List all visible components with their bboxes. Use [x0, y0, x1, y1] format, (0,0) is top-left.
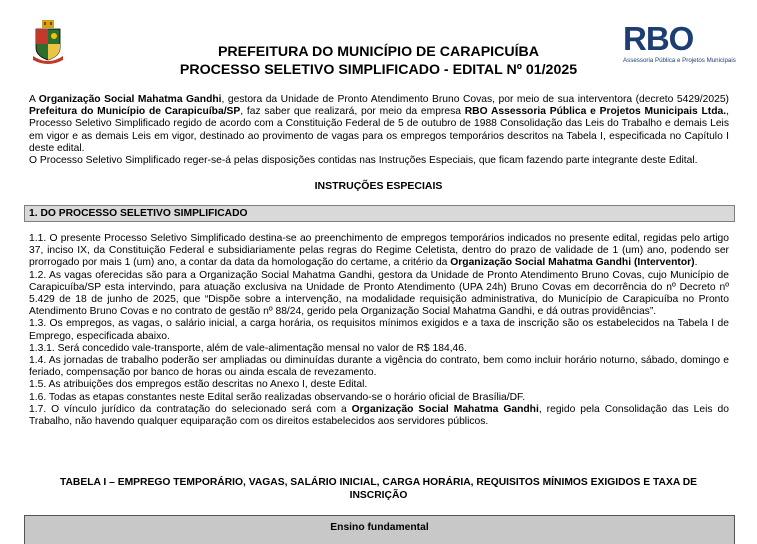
item-1-3-1: 1.3.1. Será concedido vale-transporte, além de vale-alimentação mensal no valor de R$ 184,46. — [29, 342, 467, 354]
intro-paragraph — [29, 94, 729, 167]
item-1-3: 1.3. Os empregos, as vagas, o salário inicial, a carga horária, os requisitos mínimos exigidos e a taxa de inscrição são os estabelecidos na Tabela I de Emprego, especificada abaixo. — [29, 318, 729, 342]
org-name: Organização Social Mahatma Gandhi (Interventor) — [450, 257, 695, 269]
special-instructions-title: INSTRUÇÕES ESPECIAIS — [314, 180, 443, 192]
intro-rules-text: O Processo Seletivo Simplificado reger-se-á pelas disposições contidas nas Instruções Especiais, que ficam fazendo parte integrante deste Edital. — [29, 155, 698, 167]
page-title-edital: PROCESSO SELETIVO SIMPLIFICADO - EDITAL Nº 01/2025 — [179, 62, 578, 78]
rbo-logo-text: RBO — [623, 20, 694, 57]
item-text: 1.7. O vínculo jurídico da contratação do selecionado será com a — [29, 403, 352, 415]
table-group-label: Ensino fundamental — [330, 522, 429, 533]
section-title: 1. DO PROCESSO SELETIVO SIMPLIFICADO — [29, 208, 248, 219]
section-body — [29, 233, 729, 428]
item-text: 1.1. O presente Processo Seletivo Simplificado destina-se ao preenchimento de empregos temporários indicados no presente edital, regidas pelo artigo 37, inciso IX, da Constituição Federal e subsidiariamente pelas regras do Regime Celetista, dentro do prazo de validade de 1 (um) ano, podendo ser prorrogado por mais 1 (um) ano, a contar da data da homologação do certame, a critério da — [29, 233, 729, 269]
item-text: , regido pela Consolidação das Leis do Trabalho, não havendo qualquer equiparação com os direitos estabelecidos aos servidores públicos. — [29, 403, 729, 428]
table-group-header — [24, 515, 735, 544]
item-1-4: 1.4. As jornadas de trabalho poderão ser ampliadas ou diminuídas durante a vigência do contrato, bem como incluir horário noturno, sábado, domingo e feriado, compensação por banco de horas ou ainda escala de revezamento. — [29, 355, 729, 379]
item-1-5: 1.5. As atribuições dos empregos estão descritas no Anexo I, deste Edital. — [29, 379, 368, 391]
company-name: RBO Assessoria Pública e Projetos Municipais Ltda. — [464, 106, 727, 118]
intro-text: , Processo Seletivo Simplificado regido de acordo com a Constituição Federal de 5 de outubro de 1988 Consolidação das Leis do Trabalho e demais Leis em vigor e as demais Leis em vigor, destinado ao provimento de vagas para os empregos temporários descritos na Tabela I, especificada no Capítulo I deste edital. — [29, 106, 729, 154]
section-header — [24, 205, 735, 222]
intro-text: A — [29, 94, 39, 105]
rbo-logo-subtitle: Assessoria Pública e Projetos Municipais — [623, 57, 736, 64]
item-1-2: 1.2. As vagas oferecidas são para a Organização Social Mahatma Gandhi, gestora da Unidade de Pronto Atendimento Bruno Covas, cujo Município de Carapicuíba/SP esta intervindo, para atuação exclusiva na Unidade de Pronto Atendimento (UPA 24h) Bruno Covas em decorrência do nº Decreto nº 5.429 de 18 de junho de 2025, que “Dispõe sobre a intervenção, na modalidade requisição administrativa, do Município de Carapicuíba no Pronto Atendimento Bruno Covas e no contrato de gestão nº 88/24, gerido pela Organização Social Mahatma Gandhi, e dá outras providências”. — [29, 269, 729, 318]
item-1-6: 1.6. Todas as etapas constantes neste Edital serão realizadas observando-se o horário oficial de Brasília/DF. — [29, 391, 526, 403]
table-title: TABELA I – EMPREGO TEMPORÁRIO, VAGAS, SALÁRIO INICIAL, CARGA HORÁRIA, REQUISITOS MÍNIMOS EXIGIDOS E TAXA DE INSCRIÇÃO — [59, 477, 698, 501]
item-text: . — [694, 257, 698, 269]
item-1-1 — [29, 233, 729, 270]
org-name: Organização Social Mahatma Gandhi — [351, 403, 539, 415]
intro-text: , faz saber que realizará, por meio da empresa — [240, 106, 465, 118]
org-name: Organização Social Mahatma Gandhi — [38, 94, 222, 105]
page-title-municipality: PREFEITURA DO MUNICÍPIO DE CARAPICUÍBA — [217, 44, 540, 60]
item-1-7 — [29, 404, 729, 428]
intro-text: , gestora da Unidade de Pronto Atendimento Bruno Covas, por meio de sua interventora (decreto 5429/2025) — [221, 94, 729, 105]
prefeitura-name: Prefeitura do Município de Carapicuíba/SP — [29, 106, 241, 118]
